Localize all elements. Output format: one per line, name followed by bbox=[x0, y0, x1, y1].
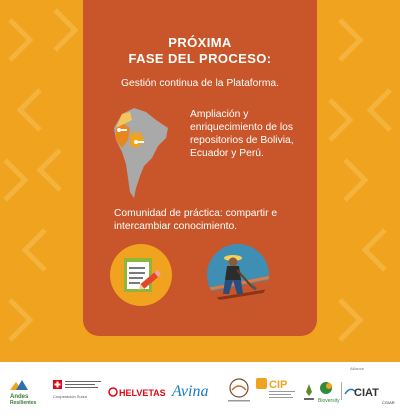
title-line-2: FASE DEL PROCESO: bbox=[128, 51, 272, 66]
document-pencil-icon bbox=[110, 244, 172, 306]
farmer-working-icon bbox=[207, 244, 269, 306]
helvetas-label: HELVETAS bbox=[119, 388, 166, 398]
helvetas-logo bbox=[108, 384, 166, 400]
swiss-label: Cooperación Suiza bbox=[53, 394, 87, 399]
ciat-label: CIAT bbox=[354, 387, 379, 399]
expansion-text: Ampliación y enriquecimiento de los repositorios de Bolivia, Ecuador y Perú. bbox=[190, 109, 294, 159]
swiss-cooperation-logo bbox=[53, 380, 105, 406]
title-line-1: PRÓXIMA bbox=[168, 35, 232, 50]
partner-logos-footer bbox=[0, 362, 400, 416]
info-card bbox=[83, 0, 317, 336]
south-america-map-icon bbox=[112, 104, 170, 200]
cip-logo bbox=[256, 376, 300, 404]
andean-initiative-logo bbox=[226, 376, 252, 406]
cgiar-logo-1 bbox=[302, 382, 316, 404]
subtitle: Gestión continua de la Plataforma. bbox=[121, 78, 279, 89]
cgiar-label: CGIAR bbox=[382, 400, 395, 405]
alliance-label: Alliance bbox=[350, 366, 365, 371]
cip-label: CIP bbox=[269, 379, 288, 391]
bioversity-label: Bioversity bbox=[318, 398, 340, 404]
avina-label: Avina bbox=[172, 383, 209, 400]
avina-logo bbox=[170, 378, 222, 402]
andes-line2: Resilientes bbox=[10, 400, 37, 406]
andes-line1: Andes bbox=[10, 394, 29, 400]
community-text: Comunidad de práctica: compartir e intercambiar conocimiento. bbox=[114, 208, 278, 232]
andes-resilientes-logo bbox=[8, 378, 48, 406]
alliance-bioversity-ciat-logo bbox=[318, 380, 400, 406]
